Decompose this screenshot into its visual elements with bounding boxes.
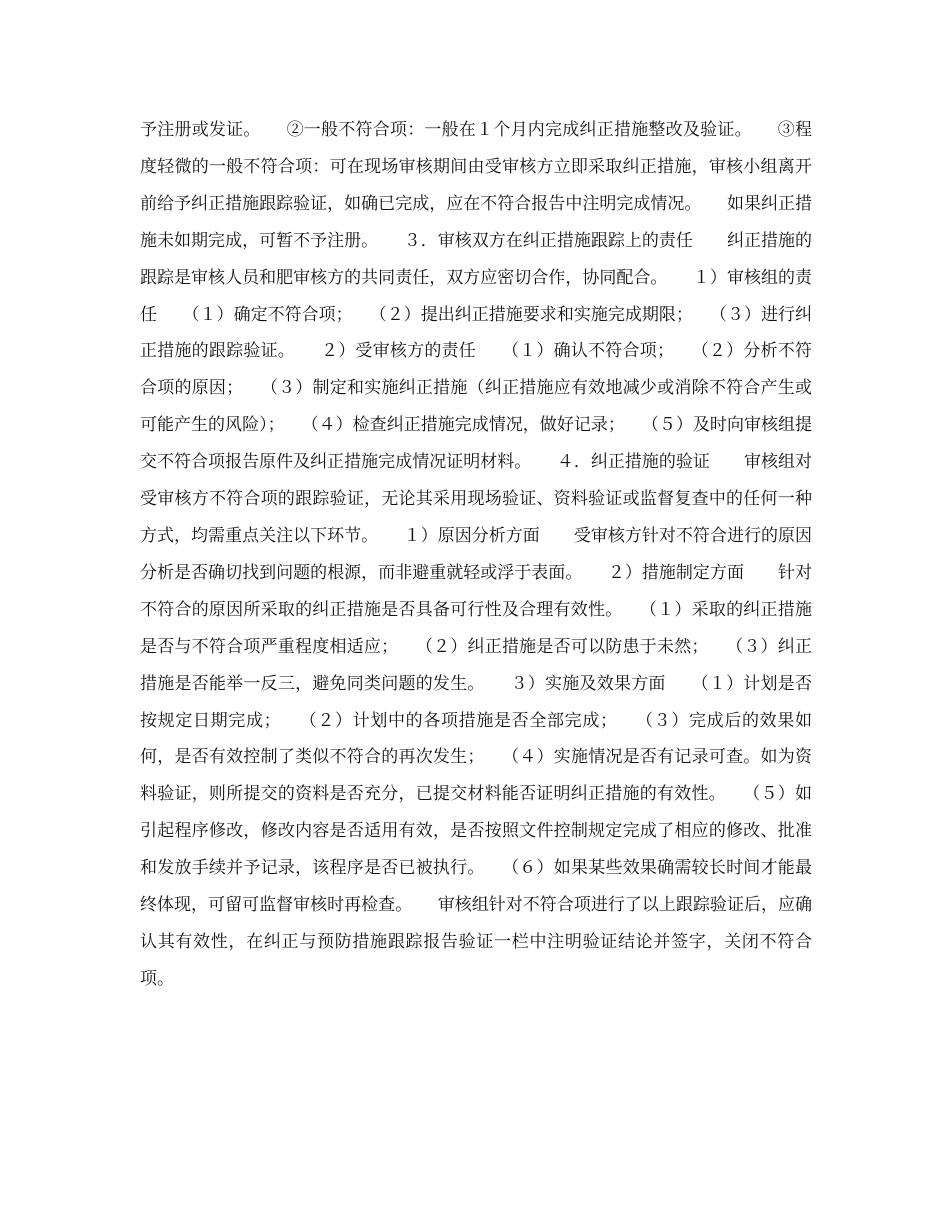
body-text: 予注册或发证。 ②一般不符合项：一般在１个月内完成纠正措施整改及验证。 ③程度轻微的一般不符合项：可在现场审核期间由受审核方立即采取纠正措施，审核小组离开前给予纠正措施跟踪验证，如确已完成，应在不符合报告中注明完成情况。 如果纠正措施未如期完成，可暂不予注册。 ３．审核双方在纠正措施跟踪上的责任 纠正措施的跟踪是审核人员和肥审核方的共同责任，双方应密切合作，协同配合。 １）审核组的责任 （１）确定不符合项； （２）提出纠正措施要求和实施完成期限； （３）进行纠正措施的跟踪验证。 ２）受审核方的责任 （１）确认不符合项； （２）分析不符合项的原因； （３）制定和实施纠正措施（纠正措施应有效地减少或消除不符合产生或可能产生的风险）； （４）检查纠正措施完成情况，做好记录； （５）及时向审核组提交不符合项报告原件及纠正措施完成情况证明材料。 ４．纠正措施的验证 审核组对受审核方不符合项的跟踪验证，无论其采用现场验证、资料验证或监督复查中的任何一种方式，均需重点关注以下环节。 １）原因分析方面 受审核方针对不符合进行的原因分析是否确切找到问题的根源，而非避重就轻或浮于表面。 ２）措施制定方面 针对不符合的原因所采取的纠正措施是否具备可行性及合理有效性。 （１）采取的纠正措施是否与不符合项严重程度相适应； （２）纠正措施是否可以防患于未然； （３）纠正措施是否能举一反三，避免同类问题的发生。 ３）实施及效果方面 （１）计划是否按规定日期完成； （２）计划中的各项措施是否全部完成； （３）完成后的效果如何，是否有效控制了类似不符合的再次发生； （４）实施情况是否有记录可查。如为资料验证，则所提交的资料是否充分，已提交材料能否证明纠正措施的有效性。 （５）如引起程序修改，修改内容是否适用有效，是否按照文件控制规定完成了相应的修改、批准和发放手续并予记录，该程序是否已被执行。 （６）如果某些效果确需较长时间才能最终体现，可留可监督审核时再检查。 审核组针对不符合项进行了以上跟踪验证后，应确认其有效性，在纠正与预防措施跟踪报告验证一栏中注明验证结论并签字，关闭不符合项。	[140, 120, 812, 989]
